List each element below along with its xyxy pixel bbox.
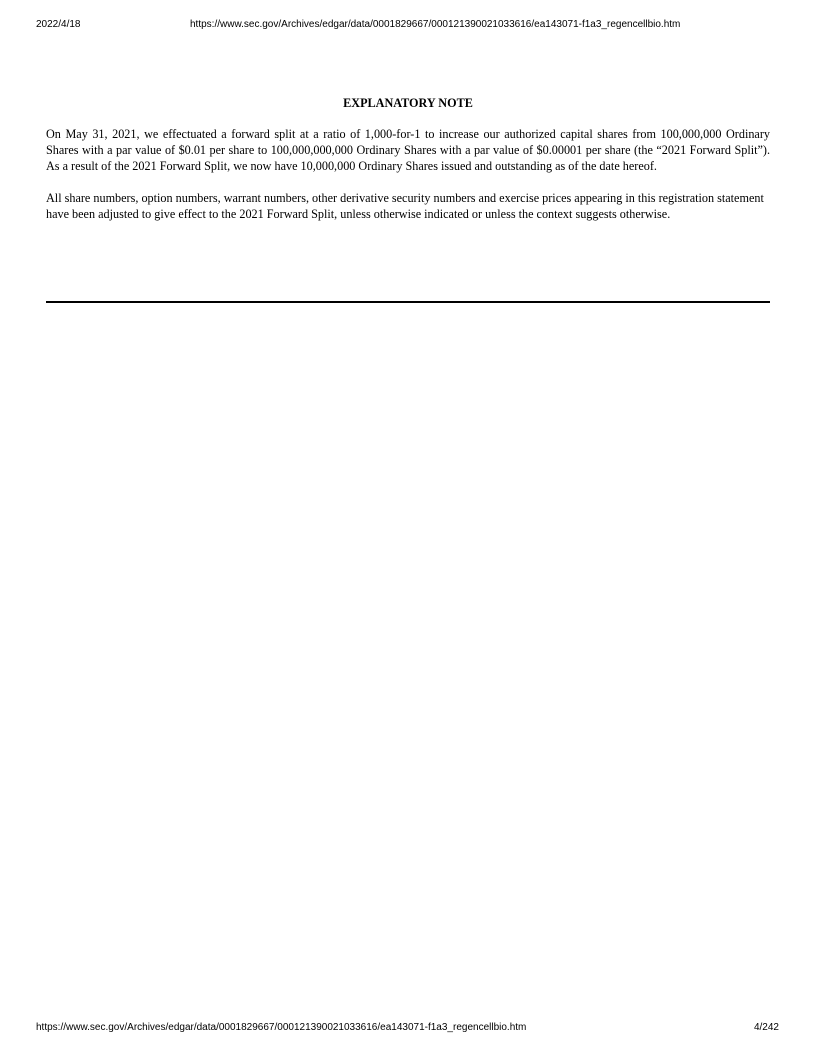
forward-split-paragraph: On May 31, 2021, we effectuated a forward split at a ratio of 1,000-for-1 to increase our authorized capital shares from 100,000,000 Ordinary Shares with a par value of $0.01 per share to 100,000,000,000 Ordinary Shares with a par value of $0.00001 per share (the “2021 Forward Split”). As a result of the 2021 Forward Split, we now have 10,000,000 Ordinary Shares issued and outstanding as of the date hereof. xyxy=(46,127,770,173)
page-number: 4/242 xyxy=(753,1022,779,1033)
document-body xyxy=(46,95,770,238)
print-header-url: https://www.sec.gov/Archives/edgar/data/0001829667/000121390021033616/ea143071-f1a3_regencellbio.htm xyxy=(190,19,681,30)
horizontal-rule xyxy=(46,301,770,303)
print-date: 2022/4/18 xyxy=(36,19,81,30)
print-footer-url: https://www.sec.gov/Archives/edgar/data/0001829667/000121390021033616/ea143071-f1a3_regencellbio.htm xyxy=(36,1022,527,1033)
adjustment-paragraph: All share numbers, option numbers, warrant numbers, other derivative security numbers and exercise prices appearing in this registration statement have been adjusted to give effect to the 2021 Forward Split, unless otherwise indicated or unless the context suggests otherwise. xyxy=(46,191,764,221)
explanatory-note-heading: EXPLANATORY NOTE xyxy=(343,96,473,110)
